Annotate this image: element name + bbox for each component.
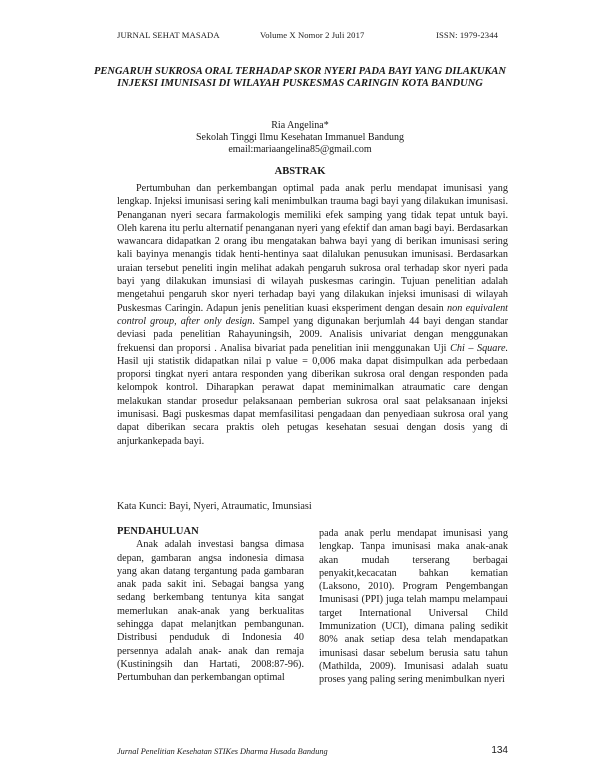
- abstract-body: [117, 182, 508, 448]
- intro-right-text: pada anak perlu mendapat imunisasi yang lengkap. Tanpa imunisasi maka anak-anak akan mudah terserang berbagai penyakit,kecacatan bahkan kematian (Laksono, 2010). Program Pengembangan Imunisasi (PPI) juga telah mampu melampaui target International Universal Child Immunization (UCI), dimana paling sedikit 80% anak setiap desa telah mendapatkan imunisasi dasar sebelum berusia satu tahun (Mathilda, 2009). Imunisasi adalah suatu proses yang paling sering menimbulkan nyeri: [319, 528, 508, 686]
- author-affiliation: Sekolah Tinggi Ilmu Kesehatan Immanuel Bandung: [195, 132, 405, 143]
- page-number: 134: [491, 745, 508, 756]
- keywords: Kata Kunci: Bayi, Nyeri, Atraumatic, Imunsiasi: [117, 501, 312, 512]
- abstract-design-italic: non equivalent control group, after only design: [117, 302, 509, 327]
- header-issn: ISSN: 1979-2344: [436, 30, 498, 40]
- abstract-text-part3: Hasil uji statistik didapatkan nilai p value = 0,006 maka dapat disimpulkan ada perbedaan proporsi tingkat nyeri antara responden yang diberikan sukrosa oral dengan responden pada kelompok kontrol. Diharapkan perawat dapat meminimalkan atraumatic care dengan melakukan standar prosedur pelaksanaan pemberian sukrosa oral saat pelaksanaan injeksi imunisasi. Bagi puskesmas dapat memfasilitasi pengadaan dan penyediaan sukrosa oral yang dapat diberikan secara praktis oleh petugas kesehatan sesuai dengan dosis yang di anjurkankepada bayi.: [117, 355, 508, 447]
- author-email: email:mariaangelina85@gmail.com: [228, 144, 372, 155]
- footer-journal: Jurnal Penelitian Kesehatan STIKes Dharma Husada Bandung: [117, 747, 328, 756]
- abstract-heading: ABSTRAK: [274, 166, 326, 177]
- paper-title: PENGARUH SUKROSA ORAL TERHADAP SKOR NYERI PADA BAYI YANG DILAKUKAN INJEKSI IMUNISASI DI WILAYAH PUSKESMAS CARINGIN KOTA BANDUNG: [93, 66, 507, 89]
- author-block: [0, 120, 600, 156]
- abstract-test-italic: Chi – Square.: [450, 342, 509, 354]
- intro-left-text: Anak adalah investasi bangsa dimasa depan, gambaran angsa indonesia dimasa yang akan datang tergantung pada gambaran anak pada sakit ini. Sebagai bangsa yang sedang berkembang tentunya kita sangat memerlukan anak-anak yang berkualitas sehingga dapat melanjtkan pembangunan. Distribusi penduduk di Indonesia 40 persennya adalah anak- anak dan remaja (Kustiningsih dan Hartati, 2008:87-96). Pertumbuhan dan perkembangan optimal: [117, 539, 304, 684]
- author-name: Ria Angelina*: [271, 120, 329, 131]
- section-heading-intro: PENDAHULUAN: [117, 526, 199, 537]
- abstract-text-part2: . Sampel yang digunakan berjumlah 44 bayi dengan standar deviasi pada penelitian Rahayuningsih, 2009. Analisis univariat dengan menggunakan frekuensi dan proporsi . Analisa bivariat pada penelitian inii menggunakan Uji: [117, 315, 508, 354]
- page-footer: [117, 747, 508, 756]
- intro-right-column: [319, 527, 508, 687]
- intro-left-column: [117, 525, 304, 685]
- abstract-text-part1: Pertumbuhan dan perkembangan optimal pada anak perlu mendapat imunisasi yang lengkap. Injeksi imunisasi sering kali menimbulkan trauma bagi bayi yang dilakukan imunisasi. Penanganan nyeri secara farmakologis memiliki efek samping yang tidak tepat untuk bayi. Oleh karena itu perlu alternatif penanganan nyeri yang efektif dan aman bagi bayi. Berdasarkan wawancara didapatkan 2 orang ibu mengatakan bahwa bayi yang di berikan imunisasi sering kali bayinya menangis tidak henti-hentinya saat dilalukan penusukan imunisasi. Berdasarkan uraian tersebut peneliti ingin melihat adakah pengaruh sukrosa oral terhadap skor nyeri pada bayi yang dilakukan imunsiasi di wilayah puskesmas caringin. Tujuan penelitian adalah mengetahui pengaruh skor nyeri terhadap bayi yang dilakukan injeksi imunisasi di wilayah Puskesmas Caringin. Adapun jenis penelitian kuasi eksperiment dengan desain: [117, 183, 508, 314]
- header-journal-name: JURNAL SEHAT MASADA: [117, 30, 220, 40]
- header-issue: Volume X Nomor 2 Juli 2017: [260, 30, 365, 40]
